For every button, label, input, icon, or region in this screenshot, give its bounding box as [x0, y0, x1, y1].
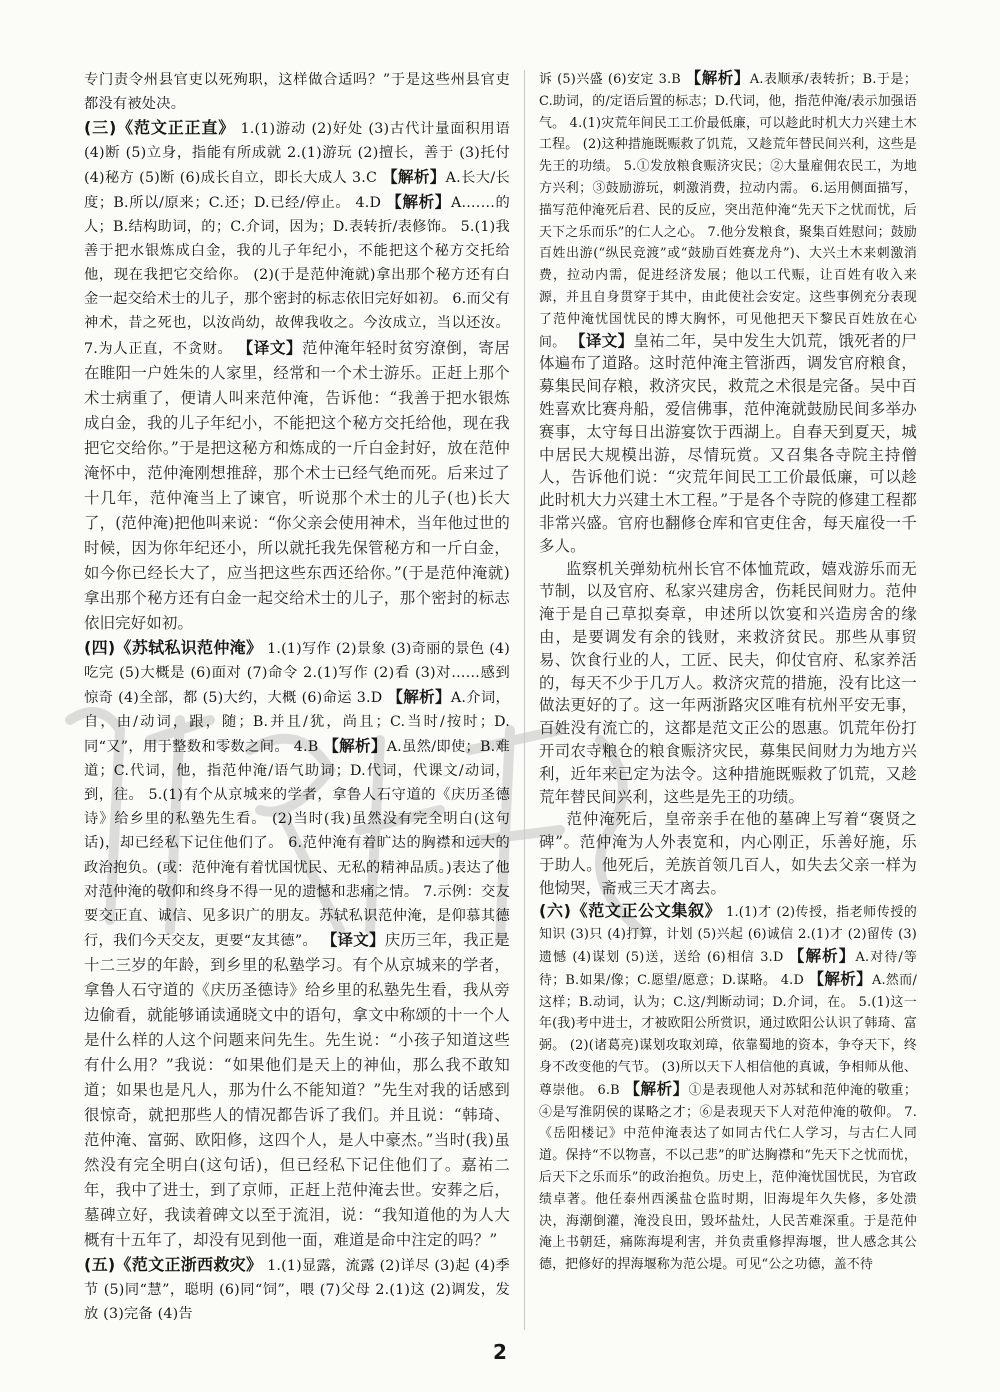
annotation-tag: 【译文】: [570, 331, 634, 350]
right-column-text: [539, 68, 917, 1276]
answer-text: A.长大/长度；B.所以/原来；C.还；D.已经/停止。 4.D: [84, 170, 510, 212]
annotation-tag: 【译文】: [321, 930, 385, 949]
answer-text: 诉 (5)兴盛 (6)安定 3.B: [539, 72, 686, 87]
section-title: (三)《范文正正直》: [84, 118, 236, 138]
answer-text: A.……的人；B.结构助词，的；C.介词，因为；D.表转折/表修饰。 5.(1)我善于把水银炼成白金，我的儿子年纪小，不能把这个秘方交托给他，现在我把它交给你。 (2)(于是范仲淹就)拿出那个秘方还有白金一起交给术士的儿子，那个密封的标志依旧完好如初。 6.而父有神术，昔之死也，以汝尚幼，故俾我收之。今汝成立，当以还汝。 7.为人正直，不贪财。: [84, 195, 510, 357]
annotation-tag: 【解析】: [386, 193, 451, 212]
translation-text: 范仲淹死后，皇帝亲手在他的墓碑上写着“褒贤之碑”。范仲淹为人外表宽和，内心刚正，乐善好施，乐于助人。他死后，羌族首领几百人，如失去父亲一样为他恸哭，斋戒三天才离去。: [539, 810, 917, 897]
section-answers: 1.(1)才 (2)传授，指老师传授的知识 (3)只 (4)打算，计划 (5)兴起 (6)诚信 2.(1)才 (2)留传 (3)遗憾 (4)谋划 (5)送，送给 (6)相信 3.D: [539, 905, 917, 966]
section-answers: 1.(1)显露，流露 (2)详尽 (3)起 (4)季节 (5)同“慧”，聪明 (6)同“饲”，喂 (7)父母 2.(1)这 (2)调发，发放 (3)完备 (4)告: [84, 1258, 511, 1323]
answer-text: A.对待/等待；B.如果/像；C.愿望/愿意；D.谋略。 4.D: [539, 950, 917, 988]
annotation-tag: 【解析】: [382, 168, 446, 187]
translation-text: 范仲淹年轻时贫穷潦倒，寄居在睢阳一户姓朱的人家里，经常和一个术士游乐。正赶上那个术士病重了，便请人叫来范仲淹，告诉他：“我善于把水银炼成白金，我的儿子年纪小，不能把这个秘方交托给他，现在我把它交给你。”于是把这秘方和炼成的一斤白金封好，放在范仲淹怀中，范仲淹刚想推辞，那个术士已经气绝而死。后来过了十几年，范仲淹当上了谏官，听说那个术士的儿子(也)长大了，(范仲淹)把他叫来说：“你父亲会使用神术，当年他过世的时候，因为你年纪还小，所以就托我先保管秘方和一斤白金，如今你已经长大了，应当把这些东西还给你。”(于是范仲淹就)拿出那个秘方还有白金一起交给术士的儿子，那个密封的标志依旧完好如初。: [84, 338, 510, 633]
annotation-tag: 【解析】: [685, 69, 750, 87]
section-answers: 1.(1)写作 (2)景象 (3)奇丽的景色 (4)吃完 (5)大概是 (6)面对 (7)命令 2.(1)写作 (2)看 (3)对……感到惊奇 (4)全部，都 (5)大约，大概 (6)命运 3.D: [84, 641, 511, 707]
annotation-tag: 【解析】: [323, 737, 387, 756]
section-title: (六)《范文正公文集叙》: [539, 901, 722, 921]
annotation-tag: 【解析】: [808, 969, 872, 988]
translation-text: 监察机关弹劾杭州长官不体恤荒政，嬉戏游乐而无节制，以及官府、私家兴建房舍，伤耗民间财力。范仲淹于是自己草拟奏章，申述所以饮宴和兴造房舍的缘由，是要调发有余的钱财，来救济贫民。那些从事贸易、饮食行业的人，工匠、民夫，仰仗官府、私家养活的，每天不少于几万人。救济灾荒的措施，没有比这一做法更好的了。这一年两浙路灾区唯有杭州平安无事，百姓没有流亡的，这都是范文正公的恩惠。饥荒年份打开司农寺粮仓的粮食赈济灾民，募集民间财力为地方兴利，近年来已定为法令。这种措施既赈救了饥荒，又趁荒年替民间兴利，这些是先王的功绩。: [539, 559, 917, 806]
section-title: (四)《苏轼私识范仲淹》: [84, 638, 263, 658]
page-number: 2: [493, 1340, 507, 1364]
answer-text: 专门责令州县官吏以死殉职，这样做合适吗？”于是这些州县官吏都没有被处决。: [84, 72, 510, 113]
section-title: (五)《范文正浙西救灾》: [84, 1255, 263, 1275]
left-column: [84, 68, 510, 1326]
answer-text: A.然而/这样；B.动词，认为；C.这/判断动词；D.介词，在。 5.(1)这一年(我)考中进士，才被欧阳公所赏识，通过欧阳公认识了韩琦、富弼。 (2)(诸葛亮)谋划攻取刘璋，依靠蜀地的资本，争夺天下，终身不改变他的气节。 (3)所以天下人相信他的真诚，争相师从他、尊崇他。 6.B: [539, 972, 917, 1098]
annotation-tag: 【解析】: [387, 688, 451, 707]
annotation-tag: 【解析】: [788, 947, 856, 966]
annotation-tag: 【解析】: [624, 1079, 689, 1098]
annotation-tag: 【译文】: [237, 338, 303, 357]
answer-text: ①是表现他人对苏轼和范仲淹的敬重；④是写淮阴侯的谋略之才；⑥是表现天下人对范仲淹的敬仰。 7.《岳阳楼记》中范仲淹表达了如同古代仁人学习，与古仁人同道。保持“不以物喜，不以己悲”的旷达胸襟和“先天下之忧而忧，后天下之乐而乐”的政治抱负。历史上，范仲淹忧国忧民，为官政绩卓著。他任泰州西溪盐仓监时期，旧海堤年久失修，多处溃决，海潮倒灌，淹没良田，毁坏盐灶，人民苦难深重。于是范仲淹上书朝廷，痛陈海堤利害，并负责重修捍海堰，世人感念其公德，把修好的捍海堰称为范公堤。可见“公之功德，盖不待: [539, 1082, 917, 1273]
answer-text: A.表顺承/表转折；B.于是；C.助词，的/定语后置的标志；D.代词，他，指范仲淹/表示加强语气。 4.(1)灾荒年间民工工价最低廉，可以趁此时机大力兴建土木工程。 (2)这种措施既赈救了饥荒，又趁荒年替民间兴利，这些是先王的功绩。 5.①发放粮食赈济灾民；②大量雇佣农民工，为地方兴利；③鼓励游玩，刺激消费，拉动内需。 6.运用侧面描写，描写范仲淹死后君、民的反应，突出范仲淹“先天下之忧而忧，后天下之乐而乐”的仁人之心。 7.他分发粮食，聚集百姓慰问；鼓励百姓出游(“纵民竞渡”或“鼓励百姓赛龙舟”)、大兴土木来刺激消费，拉动内需，促进经济发展；他以工代赈，让百姓有收入来源，并且自身贯穿于其中，由此使社会安定。这些事例充分表现了范仲淹忧国忧民的博大胸怀，可见他把天下黎民百姓放在心间。: [539, 72, 917, 350]
section-answers: 1.(1)游动 (2)好处 (3)古代计量面积用语 (4)断 (5)立身，指能有所成就 2.(1)游玩 (2)擅长，善于 (3)托付 (4)秘方 (5)断 (6)成长自立，即长大成人 3.C: [84, 121, 510, 187]
right-column: [539, 68, 917, 1276]
answer-text: A.介词，自，由/动词，跟，随；B.并且/犹，尚且；C.当时/按时；D.同“又”，用于整数和零数之间。 4.B: [84, 690, 510, 756]
answer-text: A.虽然/即使；B.难道；C.代词，他，指范仲淹/语气助词；D.代词，代课文/动词，到，往。 5.(1)有个从京城来的学者，拿鲁人石守道的《庆历圣德诗》给乡里的私塾先生看。 (2)当时(我)虽然没有完全明白(这句话)，却已经私下记住他们了。 6.范仲淹有着旷达的胸襟和远大的政治抱负。(或：范仲淹有着忧国忧民、无私的精神品质。)表达了他对范仲淹的敬仰和终身不得一见的遗憾和悲痛之情。 7.示例：交友要交正直、诚信、见多识广的朋友。苏轼私识范仲淹，是仰慕其德行，我们今天交友，更要“友其德”。: [84, 739, 510, 949]
translation-text: 庆历三年，我正是十二三岁的年龄，到乡里的私塾学习。有个从京城来的学者，拿鲁人石守道的《庆历圣德诗》给乡里的私塾先生看，我从旁边偷看，就能够诵读通晓文中的语句，拿文中称颂的十一个人是什么样的人这个问题来问先生。先生说：“小孩子知道这些有什么用？”我说：“如果他们是天上的神仙，那么我不敢知道；如果也是凡人，那为什么不能知道？”先生对我的话感到很惊奇，就把那些人的情况都告诉了我们。并且说：“韩琦、范仲淹、富弼、欧阳修，这四个人，是人中豪杰。”当时(我)虽然没有完全明白(这句话)，但已经私下记住他们了。嘉祐二年，我中了进士，到了京师，正赶上范仲淹去世。安葬之后，墓碑立好，我读着碑文以至于流泪，说：“我知道他的为人大概有十五年了，却没有见到他一面，难道是命中注定的吗？”: [84, 930, 510, 1250]
translation-text: 皇祐二年，吴中发生大饥荒，饿死者的尸体遍布了道路。这时范仲淹主管浙西，调发官府粮食，募集民间存粮，救济灾民，救荒之术很是完备。吴中百姓喜欢比赛舟船，爱信佛事，范仲淹就鼓励民间多举办赛事，太守每日出游宴饮于西湖上。自春天到夏天，城中居民大规模出游，尽情玩赏。又召集各寺院主持僧人，告诉他们说：“灾荒年间民工工价最低廉，可以趁此时机大力兴建土木工程。”于是各个寺院的修建工程都非常兴盛。官府也翻修仓库和官吏住舍，每天雇役一千多人。: [539, 331, 917, 555]
column-divider: [524, 70, 525, 1330]
left-column-text: [84, 68, 510, 1326]
